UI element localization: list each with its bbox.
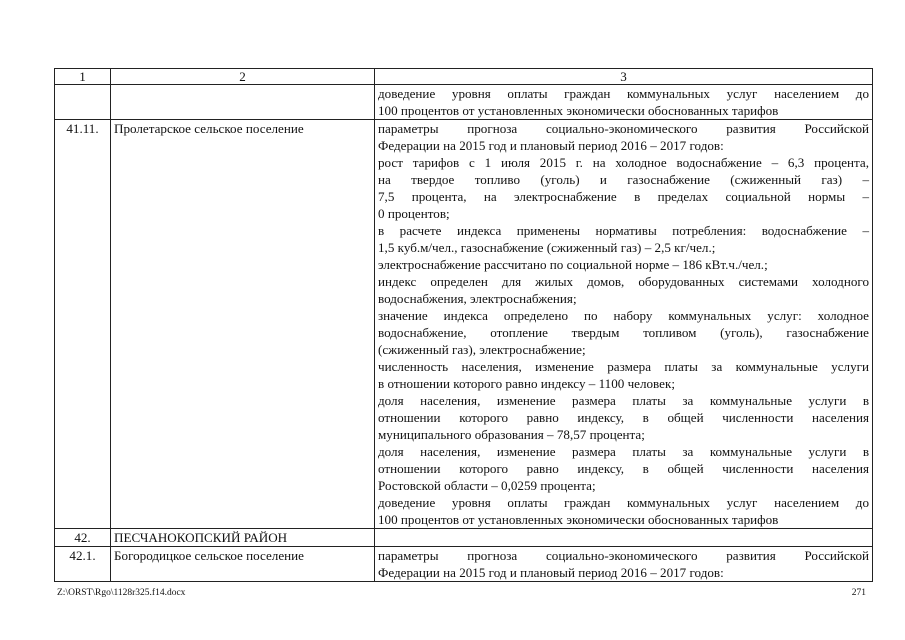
description-cell [375,120,873,529]
description-line: 7,5 процента, на электроснабжение в пределах социальной нормы – [378,189,869,204]
table-row-41-11 [55,120,873,529]
description-line: на твердое топливо (уголь) и газоснабжение (сжиженный газ) – [378,172,869,187]
description-cell [375,547,873,582]
description-line: 0 процентов; [378,206,450,221]
description-line: Федерации на 2015 год и плановый период 2016 – 2017 годов: [378,565,724,580]
document-table [54,68,873,582]
description-cell [375,529,873,547]
description-line: параметры прогноза социально-экономического развития Российской [378,548,869,563]
footer-file-path: Z:\ORST\Rgo\1128r325.f14.docx [57,588,186,598]
header-cell-1: 1 [55,69,111,85]
table-row-42-1 [55,547,873,582]
description-line: в расчете индекса применены нормативы потребления: водоснабжение – [378,223,869,238]
number-cell [55,85,111,120]
description-line: водоснабжение, отопление твердым топливом (уголь), газоснабжение [378,325,869,340]
number-cell: 41.11. [55,120,111,529]
table-row-42 [55,529,873,547]
description-line: 100 процентов от установленных экономически обоснованных тарифов [378,103,779,118]
description-line: 1,5 куб.м/чел., газоснабжение (сжиженный газ) – 2,5 кг/чел.; [378,240,716,255]
description-line: водоснабжения, электроснабжения; [378,291,577,306]
description-line: доведение уровня оплаты граждан коммунальных услуг населением до [378,86,869,101]
name-cell: Богородицкое сельское поселение [111,547,375,582]
district-name-cell: ПЕСЧАНОКОПСКИЙ РАЙОН [111,529,375,547]
description-line: параметры прогноза социально-экономического развития Российской [378,121,869,136]
header-cell-2: 2 [111,69,375,85]
description-line: доля населения, изменение размера платы за коммунальные услуги в [378,393,869,408]
description-line: рост тарифов с 1 июля 2015 г. на холодное водоснабжение – 6,3 процента, [378,155,869,170]
description-line: отношении которого равно индексу, в общей численности населения [378,410,869,425]
header-cell-3: 3 [375,69,873,85]
number-cell: 42. [55,529,111,547]
number-cell: 42.1. [55,547,111,582]
description-line: электроснабжение рассчитано по социальной норме – 186 кВт.ч./чел.; [378,257,768,272]
description-line: Ростовской области – 0,0259 процента; [378,478,596,493]
description-line: численность населения, изменение размера платы за коммунальные услуги [378,359,869,374]
description-line: значение индекса определено по набору коммунальных услуг: холодное [378,308,869,323]
description-line: муниципального образования – 78,57 процента; [378,427,645,442]
table-header-row [55,69,873,85]
description-line: в отношении которого равно индексу – 1100 человек; [378,376,675,391]
description-line: доведение уровня оплаты граждан коммунальных услуг населением до [378,495,869,510]
footer-page-number: 271 [851,588,866,598]
description-line: Федерации на 2015 год и плановый период 2016 – 2017 годов: [378,138,724,153]
description-line: индекс определен для жилых домов, оборудованных системами холодного [378,274,869,289]
description-line: доля населения, изменение размера платы за коммунальные услуги в [378,444,869,459]
name-cell [111,85,375,120]
table-row-continuation [55,85,873,120]
description-cell [375,85,873,120]
description-line: 100 процентов от установленных экономически обоснованных тарифов [378,512,779,527]
description-line: отношении которого равно индексу, в общей численности населения [378,461,869,476]
name-cell: Пролетарское сельское поселение [111,120,375,529]
description-line: (сжиженный газ), электроснабжение; [378,342,586,357]
